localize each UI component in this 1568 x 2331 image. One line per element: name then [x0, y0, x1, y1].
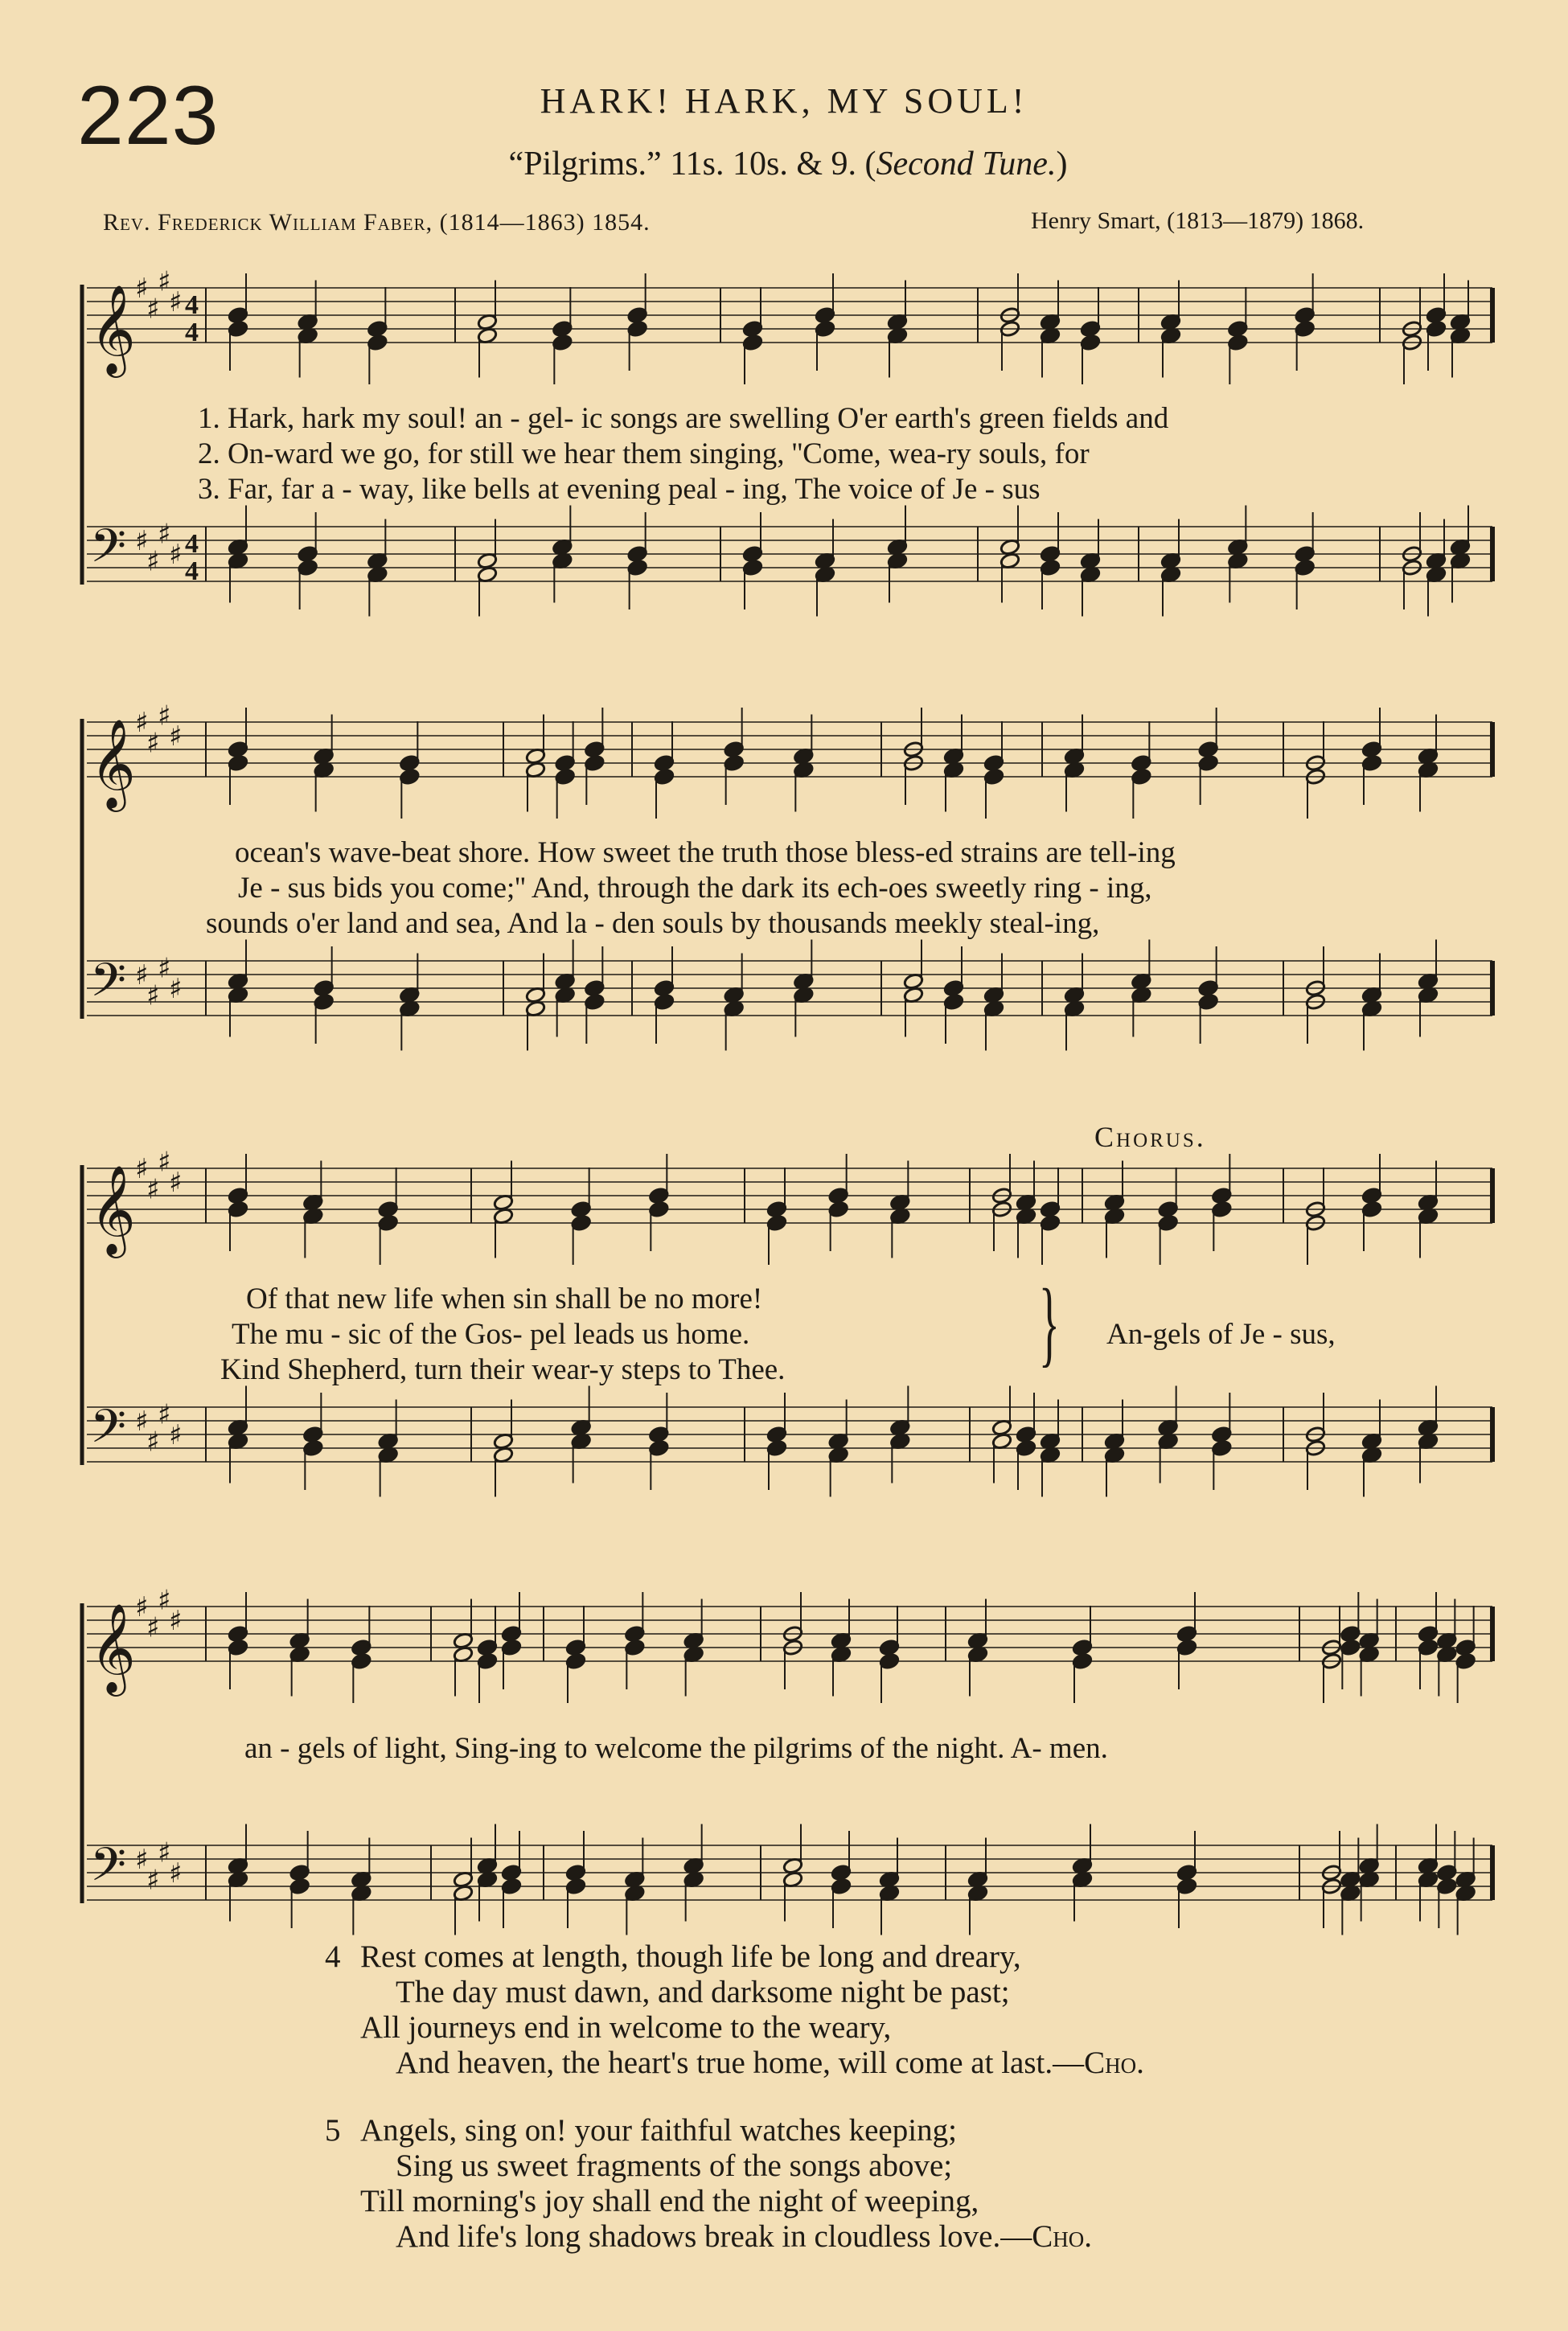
sharp-icon: ♯ [169, 286, 183, 318]
lyric-line: an - gels of light, Sing-ing to welcome the pilgrims of the night. A- men. [244, 1732, 1108, 1765]
bass-clef-icon: 𝄢 [90, 953, 127, 1019]
lyric-line: sounds o'er land and sea, And la - den souls by thousands meekly steal-ing, [206, 907, 1100, 940]
sharp-icon: ♯ [169, 1167, 183, 1199]
bass-staff [87, 940, 1492, 1051]
sharp-icon: ♯ [169, 720, 183, 753]
chorus-cue: Cho. [1032, 2219, 1093, 2254]
sharp-icon: ♯ [146, 727, 160, 760]
time-signature: 4 [185, 529, 199, 559]
bass-staff [87, 1824, 1492, 1935]
chorus-lyric: An-gels of Je - sus, [1106, 1318, 1336, 1351]
sharp-icon: ♯ [169, 539, 183, 571]
chorus-cue: Cho. [1084, 2046, 1144, 2080]
treble-staff [87, 1585, 1492, 1704]
sharp-icon: ♯ [135, 1153, 149, 1185]
stanza-line: Till morning's joy shall end the night of weeping, [360, 2184, 979, 2218]
sharp-icon: ♯ [135, 525, 149, 557]
tune-name: “Pilgrims.” 11s. 10s. & 9. ( [508, 146, 876, 183]
stanza-number: 5 [325, 2113, 341, 2148]
time-signature: 4 [185, 556, 199, 586]
sharp-icon: ♯ [169, 1605, 183, 1637]
sharp-icon: ♯ [146, 545, 160, 578]
music-system-1 [77, 257, 1497, 659]
lyric-line: Je - sus bids you come;'' And, through the dark its ech-oes sweetly ring - ing, [238, 872, 1152, 905]
sharp-icon: ♯ [158, 1584, 171, 1617]
sharp-icon: ♯ [158, 265, 171, 298]
bass-clef-icon: 𝄢 [90, 519, 127, 585]
treble-staff [87, 266, 1492, 385]
stanza-5 [325, 2113, 1092, 2255]
sharp-icon: ♯ [146, 1426, 160, 1459]
verse-brace: } [1038, 1269, 1060, 1376]
treble-clef-icon: 𝄞 [90, 1164, 136, 1254]
sharp-icon: ♯ [169, 973, 183, 1005]
lyric-line: 2. On-ward we go, for still we hear them singing, ''Come, wea-ry souls, for [198, 437, 1090, 470]
sharp-icon: ♯ [158, 518, 171, 551]
lyric-line: 3. Far, far a - way, like bells at evening peal - ing, The voice of Je - sus [198, 473, 1041, 506]
sharp-icon: ♯ [158, 1398, 171, 1431]
bass-staff [87, 506, 1492, 617]
stanza-line: The day must dawn, and darksome night be past; [396, 1975, 1010, 2009]
stanza-4 [325, 1939, 1144, 2081]
grand-staff-4 [77, 1576, 1497, 1978]
lyric-line: The mu - sic of the Gos- pel leads us home. [232, 1318, 750, 1351]
stanza-line: And heaven, the heart's true home, will come at last.—Cho. [396, 2046, 1144, 2080]
tune-close: ) [1056, 146, 1068, 183]
author-credit: Rev. Frederick William Faber, (1814—1863) 1854. [103, 209, 651, 236]
sharp-icon: ♯ [158, 700, 171, 733]
treble-staff [87, 1147, 1492, 1266]
chorus-label: Chorus. [1094, 1121, 1206, 1153]
stanza-line: 4 Rest comes at length, though life be long and dreary, [325, 1939, 1021, 1974]
lyric-line: ocean's wave-beat shore. How sweet the truth those bless-ed strains are tell-ing [235, 836, 1176, 869]
sharp-icon: ♯ [135, 707, 149, 739]
stanza-line: Sing us sweet fragments of the songs above; [396, 2148, 953, 2183]
lyric-line: Of that new life when sin shall be no more! [246, 1282, 763, 1315]
treble-clef-icon: 𝄞 [90, 1603, 136, 1693]
music-system-3 [77, 1121, 1497, 1540]
sharp-icon: ♯ [146, 1173, 160, 1206]
bass-clef-icon: 𝄢 [90, 1399, 127, 1465]
sharp-icon: ♯ [158, 1146, 171, 1179]
sharp-icon: ♯ [135, 1406, 149, 1438]
sharp-icon: ♯ [135, 959, 149, 991]
sharp-icon: ♯ [135, 273, 149, 305]
treble-staff [87, 700, 1492, 819]
sharp-icon: ♯ [169, 1419, 183, 1451]
treble-clef-icon: 𝄞 [90, 284, 136, 374]
sharp-icon: ♯ [146, 1864, 160, 1897]
lyric-line: Kind Shepherd, turn their wear-y steps to Thee. [220, 1353, 786, 1386]
tune-line [418, 145, 1158, 183]
sharp-icon: ♯ [158, 1836, 171, 1869]
stanza-number: 4 [325, 1939, 341, 1974]
bass-clef-icon: 𝄢 [90, 1837, 127, 1903]
stanza-line: All journeys end in welcome to the weary, [360, 2010, 892, 2045]
sharp-icon: ♯ [146, 1611, 160, 1644]
sharp-icon: ♯ [146, 979, 160, 1012]
music-system-4 [77, 1576, 1497, 1978]
bass-staff [87, 1386, 1492, 1497]
sharp-icon: ♯ [135, 1844, 149, 1876]
stanza-line: And life's long shadows break in cloudless love.—Cho. [396, 2219, 1093, 2254]
time-signature: 4 [185, 318, 199, 347]
sharp-icon: ♯ [135, 1591, 149, 1623]
hymn-title: HARK! HARK, MY SOUL! [540, 81, 1028, 121]
music-system-2 [77, 692, 1497, 1094]
treble-clef-icon: 𝄞 [90, 718, 136, 808]
lyric-line: 1. Hark, hark my soul! an - gel- ic songs are swelling O'er earth's green fields and [198, 402, 1169, 435]
stanza-line: 5 Angels, sing on! your faithful watches keeping; [325, 2113, 957, 2148]
sharp-icon: ♯ [146, 293, 160, 326]
hymn-number: 223 [77, 69, 220, 162]
tune-note: Second Tune. [876, 146, 1057, 183]
sharp-icon: ♯ [158, 952, 171, 985]
sharp-icon: ♯ [169, 1857, 183, 1890]
time-signature: 4 [185, 290, 199, 320]
composer-credit: Henry Smart, (1813—1879) 1868. [1031, 207, 1365, 234]
